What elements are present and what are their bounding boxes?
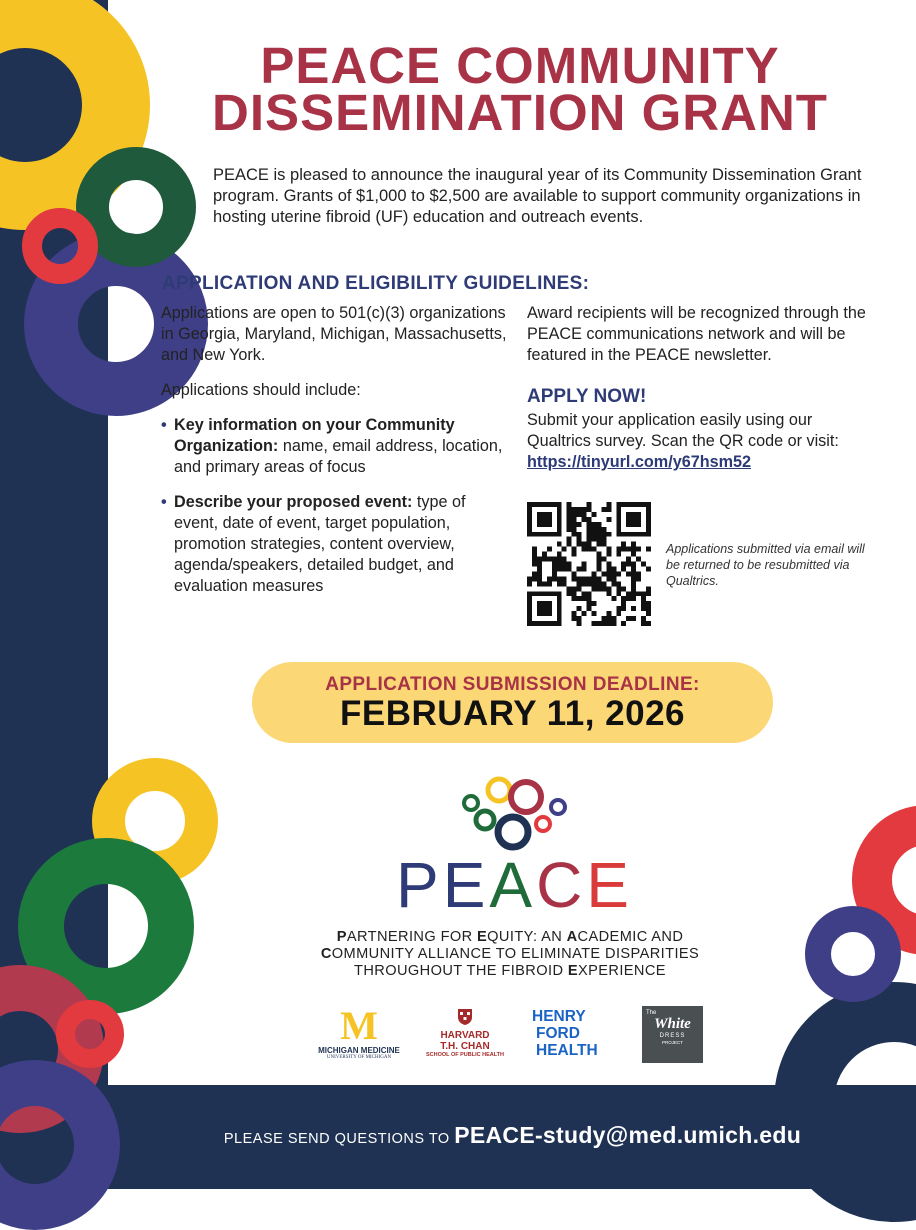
ford-text: FORD — [536, 1025, 580, 1042]
henry-text: HENRY — [532, 1008, 586, 1025]
michigan-medicine-name: MICHIGAN MEDICINE — [318, 1046, 400, 1055]
tagline-initial: A — [566, 929, 578, 945]
apply-instructions: Submit your application easily using our Qualtrics survey. Scan the QR code or visit: — [527, 411, 839, 450]
michigan-medicine-logo — [318, 1003, 400, 1060]
contact-email-link[interactable]: PEACE-study@med.umich.edu — [454, 1122, 802, 1148]
white-dress-name: White — [654, 1016, 691, 1032]
bullet-bold: Key information on your Community Organization: — [174, 416, 455, 455]
include-intro-text: Applications should include: — [161, 381, 361, 399]
bullet-text: type of event, date of event, target population, promotion strategies, content overview, agenda/speakers, detailed budget, and evaluation measures — [174, 493, 466, 595]
logo-letter: A — [489, 849, 537, 921]
title-line-1: PEACE COMMUNITY — [260, 37, 780, 94]
tagline-text: OMMUNITY ALLIANCE TO ELIMINATE DISPARITIES — [331, 946, 700, 962]
guidelines-heading: APPLICATION AND ELIGIBILITY GUIDELINES: — [162, 273, 590, 294]
logo-letter: E — [442, 849, 490, 921]
guidelines-left-column — [161, 303, 513, 611]
tagline-text: CADEMIC AND — [577, 929, 684, 945]
white-dress-the: The — [646, 1010, 657, 1016]
red-ring-decoration — [22, 208, 98, 284]
tagline-initial: C — [320, 946, 332, 962]
university-of-michigan-text: UNIVERSITY OF MICHIGAN — [326, 1055, 392, 1060]
page-title — [140, 37, 900, 141]
tagline-initial: P — [336, 929, 347, 945]
peace-tagline — [300, 929, 720, 980]
school-of-public-health-text: SCHOOL OF PUBLIC HEALTH — [425, 1052, 505, 1058]
white-dress-project-logo — [642, 1006, 703, 1063]
logo-letter: E — [586, 849, 633, 921]
purple-ring-decoration — [805, 906, 901, 1002]
apply-text — [527, 410, 867, 473]
harvard-shield-icon — [457, 1008, 473, 1026]
application-link[interactable]: https://tinyurl.com/y67hsm52 — [527, 453, 751, 471]
white-dress-dress: DRESS — [659, 1033, 686, 1039]
harvard-name: HARVARD — [440, 1030, 490, 1041]
tagline-text: THROUGHOUT THE FIBROID — [354, 963, 568, 979]
list-item — [161, 415, 513, 478]
deadline-label: APPLICATION SUBMISSION DEADLINE: — [325, 674, 700, 695]
harvard-chan-logo — [422, 1008, 508, 1058]
red-ring-decoration — [56, 1000, 124, 1068]
deadline-banner — [252, 662, 773, 743]
white-dress-project: PROJECT — [661, 1040, 683, 1045]
guidelines-right-column — [527, 303, 867, 473]
health-text: HEALTH — [536, 1042, 598, 1059]
tagline-line — [300, 946, 720, 963]
requirements-list — [161, 415, 513, 597]
peace-logo-wordmark — [396, 850, 633, 920]
deadline-date: FEBRUARY 11, 2026 — [339, 694, 686, 733]
logo-letter: P — [396, 849, 443, 921]
tagline-line — [300, 963, 720, 980]
tagline-initial: E — [567, 963, 578, 979]
title-line-2: DISSEMINATION GRANT — [212, 84, 828, 141]
bullet-text: name, email address, location, and primary areas of focus — [174, 437, 503, 476]
tagline-text: QUITY: AN — [487, 929, 567, 945]
henry-ford-health-logo — [532, 1008, 618, 1059]
logo-letter: C — [536, 849, 587, 921]
recognition-text: Award recipients will be recognized through the PEACE communications network and will be featured in the PEACE newsletter. — [527, 304, 866, 364]
th-chan-name: T.H. CHAN — [440, 1041, 490, 1052]
contact-footer — [0, 1122, 916, 1149]
qr-code[interactable] — [527, 502, 651, 626]
block-m-mark: M — [340, 1003, 378, 1048]
bullet-bold: Describe your proposed event: — [174, 493, 413, 511]
list-item — [161, 492, 513, 597]
tagline-initial: E — [477, 929, 488, 945]
tagline-text: ARTNERING FOR — [346, 929, 478, 945]
contact-prefix: PLEASE SEND QUESTIONS TO — [223, 1131, 455, 1147]
submission-note: Applications submitted via email will be returned to be resubmitted via Qualtrics. — [666, 542, 865, 588]
tagline-text: XPERIENCE — [577, 963, 666, 979]
intro-paragraph: PEACE is pleased to announce the inaugural year of its Community Dissemination Grant program. Grants of $1,000 to $2,500 are available to support community organizations in hosting uterine fibroid (UF) education and outreach events. — [213, 166, 862, 226]
eligibility-text: Applications are open to 501(c)(3) organizations in Georgia, Maryland, Michigan, Massachusetts, and New York. — [161, 304, 507, 364]
apply-now-heading: APPLY NOW! — [527, 386, 647, 407]
tagline-line — [300, 929, 720, 946]
